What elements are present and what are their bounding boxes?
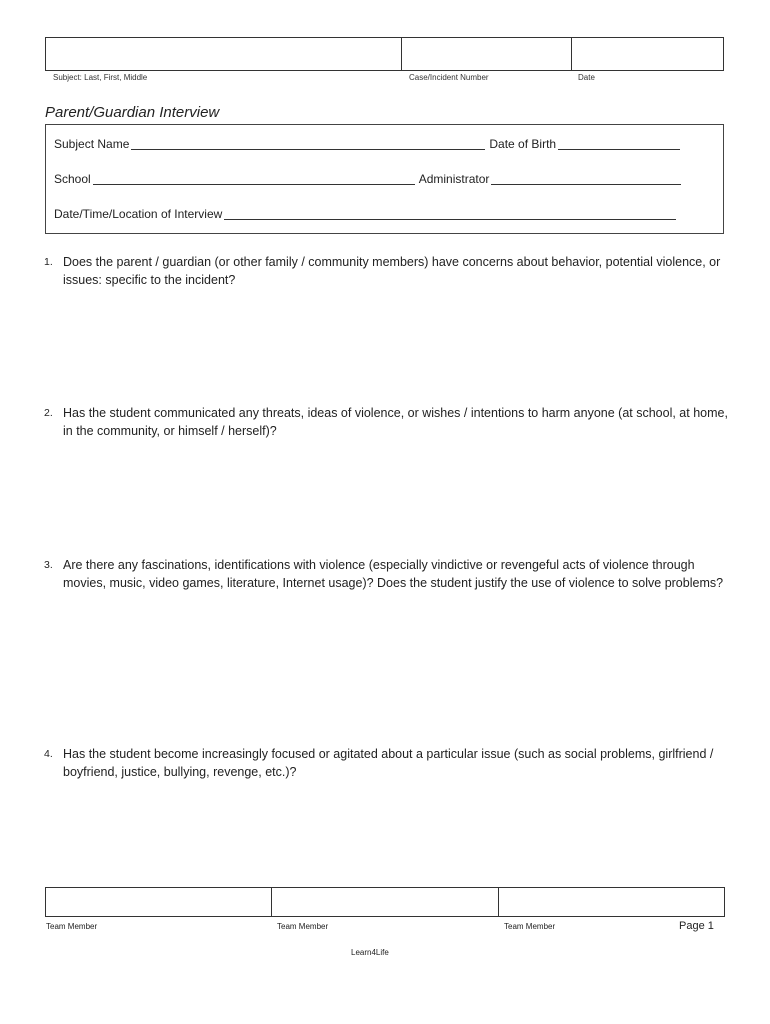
team-member-2-field[interactable] [272,888,499,916]
school-input[interactable] [93,173,415,185]
question-number: 4. [44,748,53,760]
school-label: School [54,172,91,186]
school-admin-row [54,172,685,186]
team-member-3-label: Team Member [504,922,556,931]
question-text: Are there any fascinations, identifications with violence (especially vindictive or revengeful acts of violence through movies, music, video games, literature, Internet usage)? Does the student justify the use of violence to solve problems? [63,558,724,590]
question-number: 3. [44,559,53,571]
interview-info-box [45,124,724,234]
team-member-1-field[interactable] [46,888,272,916]
question-4 [44,745,734,781]
administrator-label: Administrator [418,172,490,186]
date-of-birth-input[interactable] [558,138,680,150]
team-member-table [45,887,725,917]
team-member-3-field[interactable] [499,888,724,916]
question-text: Has the student become increasingly focused or agitated about a particular issue (such as social problems, girlfriend / boyfriend, justice, bullying, revenge, etc.)? [63,747,714,779]
subject-dob-row [54,137,684,151]
case-number-field[interactable] [402,38,572,70]
date-of-birth-label: Date of Birth [489,137,557,151]
page-number: Page 1 [679,920,714,932]
subject-name-input[interactable] [131,138,485,150]
administrator-input[interactable] [491,173,681,185]
interview-location-row [54,207,680,221]
subject-name-label: Subject Name [54,137,130,151]
question-text: Does the parent / guardian (or other family / community members) have concerns about behavior, potential violence, or issues: specific to the incident? [63,255,721,287]
question-3 [44,556,734,592]
case-number-label: Case/Incident Number [409,73,489,82]
question-number: 1. [44,256,53,268]
question-2 [44,404,734,440]
question-text: Has the student communicated any threats, ideas of violence, or wishes / intentions to harm anyone (at school, at home, in the community, or himself / herself)? [63,406,728,438]
brand-footer: Learn4Life [351,948,389,957]
subject-label: Subject: Last, First, Middle [53,73,148,82]
question-number: 2. [44,407,53,419]
date-label: Date [578,73,595,82]
team-member-2-label: Team Member [277,922,329,931]
header-table [45,37,724,71]
team-member-1-label: Team Member [46,922,98,931]
question-1 [44,253,734,289]
section-title: Parent/Guardian Interview [45,104,220,121]
date-field[interactable] [572,38,723,70]
date-time-location-input[interactable] [224,208,676,220]
date-time-location-label: Date/Time/Location of Interview [54,207,223,221]
subject-name-field[interactable] [46,38,402,70]
